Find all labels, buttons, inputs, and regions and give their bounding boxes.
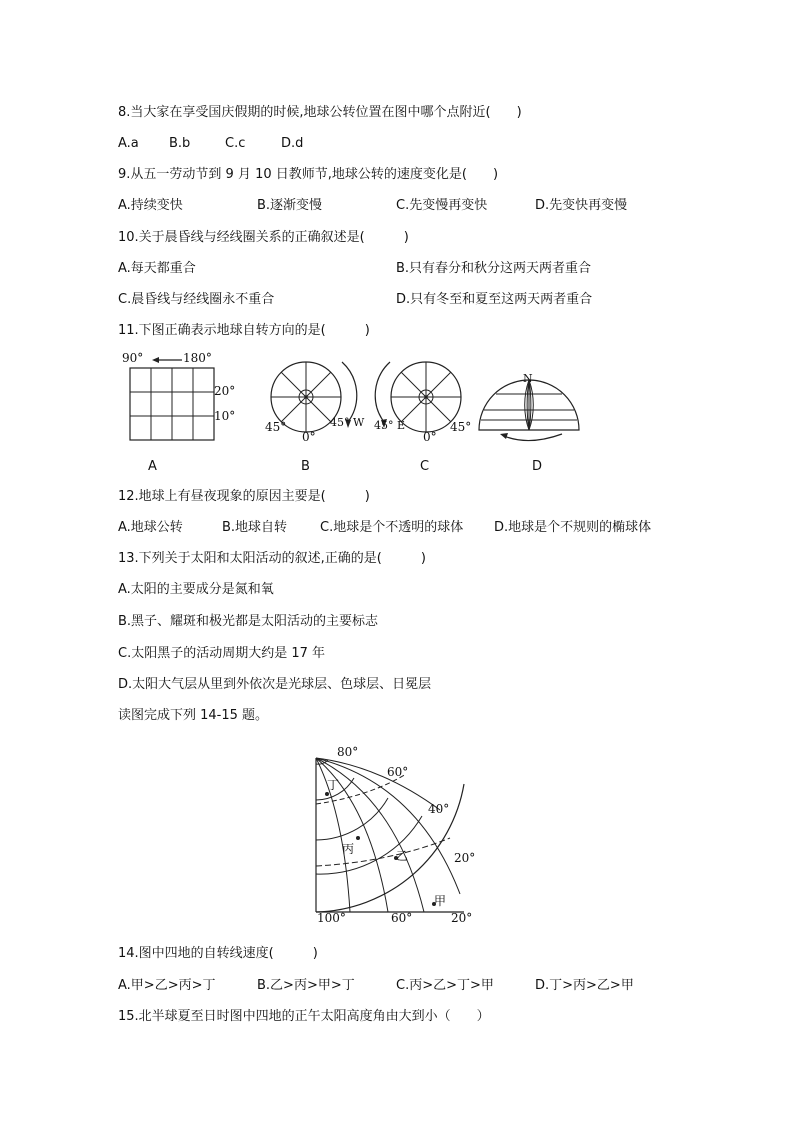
- fig-b-left: 45°: [265, 420, 287, 434]
- map-lat-40: 40°: [428, 802, 450, 816]
- fig-b-bottom: 0°: [302, 430, 316, 444]
- q9-option-b[interactable]: B.逐渐变慢: [257, 198, 323, 213]
- q10-option-a[interactable]: A.每天都重合: [118, 261, 196, 276]
- q9-option-a[interactable]: A.持续变快: [118, 198, 183, 213]
- map-lat-80: 80°: [337, 745, 359, 759]
- q10-option-c[interactable]: C.晨昏线与经线圈永不重合: [118, 292, 275, 307]
- q11-figure-label-b: B: [301, 459, 310, 474]
- map-place-bing: 丙: [342, 842, 355, 856]
- q13-stem: 13.下列关于太阳和太阳活动的叙述,正确的是( ): [118, 551, 426, 566]
- q12-option-d[interactable]: D.地球是个不规则的椭球体: [494, 520, 652, 535]
- q14-option-c[interactable]: C.丙>乙>丁>甲: [396, 978, 494, 993]
- map-place-ding: 丁: [327, 778, 340, 792]
- map-lat-60: 60°: [387, 765, 409, 779]
- q15-stem: 15.北半球夏至日时图中四地的正午太阳高度角由大到小（ ）: [118, 1009, 490, 1024]
- q13-option-c[interactable]: C.太阳黑子的活动周期大约是 17 年: [118, 646, 326, 661]
- q8-option-a[interactable]: A.a: [118, 136, 139, 151]
- map-lon-20: 20°: [451, 911, 473, 925]
- q10-stem: 10.关于晨昏线与经线圈关系的正确叙述是( ): [118, 230, 409, 245]
- q14-option-d[interactable]: D.丁>丙>乙>甲: [535, 978, 634, 993]
- map-lon-60: 60°: [391, 911, 413, 925]
- q11-stem: 11.下图正确表示地球自转方向的是( ): [118, 323, 370, 338]
- q14-stem: 14.图中四地的自转线速度( ): [118, 946, 318, 961]
- q12-option-b[interactable]: B.地球自转: [222, 520, 288, 535]
- map-lat-20: 20°: [454, 851, 476, 865]
- q8-stem: 8.当大家在享受国庆假期的时候,地球公转位置在图中哪个点附近( ): [118, 105, 522, 120]
- map-place-jia: 甲: [434, 894, 447, 908]
- fig-c-left: 45° E: [374, 419, 406, 432]
- map-place-yi: 乙: [396, 849, 409, 863]
- q11-figure-label-a: A: [148, 459, 157, 474]
- q14-option-a[interactable]: A.甲>乙>丙>丁: [118, 978, 216, 993]
- fig-a-lat-top: 20°: [214, 384, 236, 398]
- q14-option-b[interactable]: B.乙>丙>甲>丁: [257, 978, 355, 993]
- q10-option-b[interactable]: B.只有春分和秋分这两天两者重合: [396, 261, 592, 276]
- q13-option-d[interactable]: D.太阳大气层从里到外依次是光球层、色球层、日冕层: [118, 677, 432, 692]
- q8-option-c[interactable]: C.c: [225, 136, 246, 151]
- fig-d-north: N: [523, 372, 533, 385]
- q10-option-d[interactable]: D.只有冬至和夏至这两天两者重合: [396, 292, 593, 307]
- q13-option-a[interactable]: A.太阳的主要成分是氮和氧: [118, 582, 274, 597]
- q12-option-c[interactable]: C.地球是个不透明的球体: [320, 520, 464, 535]
- q12-stem: 12.地球上有昼夜现象的原因主要是( ): [118, 489, 370, 504]
- q11-figure-label-c: C: [420, 459, 430, 474]
- map-lon-100: 100°: [317, 911, 346, 925]
- q11-figure-d: [474, 372, 604, 452]
- map-intro: 读图完成下列 14-15 题。: [118, 708, 269, 723]
- fig-b-right: 45° W: [330, 416, 365, 429]
- q8-option-b[interactable]: B.b: [169, 136, 191, 151]
- fig-a-lon-right: 180°: [183, 351, 212, 365]
- q9-stem: 9.从五一劳动节到 9 月 10 日教师节,地球公转的速度变化是( ): [118, 167, 499, 182]
- q13-option-b[interactable]: B.黑子、耀斑和极光都是太阳活动的主要标志: [118, 614, 379, 629]
- q9-option-d[interactable]: D.先变快再变慢: [535, 198, 628, 213]
- fig-a-lat-bottom: 10°: [214, 409, 236, 423]
- fig-c-right: 45°: [450, 420, 472, 434]
- q12-option-a[interactable]: A.地球公转: [118, 520, 183, 535]
- q9-option-c[interactable]: C.先变慢再变快: [396, 198, 488, 213]
- q11-figure-label-d: D: [532, 459, 543, 474]
- fig-a-lon-left: 90°: [122, 351, 144, 365]
- q8-option-d[interactable]: D.d: [281, 136, 304, 151]
- fig-c-bottom: 0°: [423, 430, 437, 444]
